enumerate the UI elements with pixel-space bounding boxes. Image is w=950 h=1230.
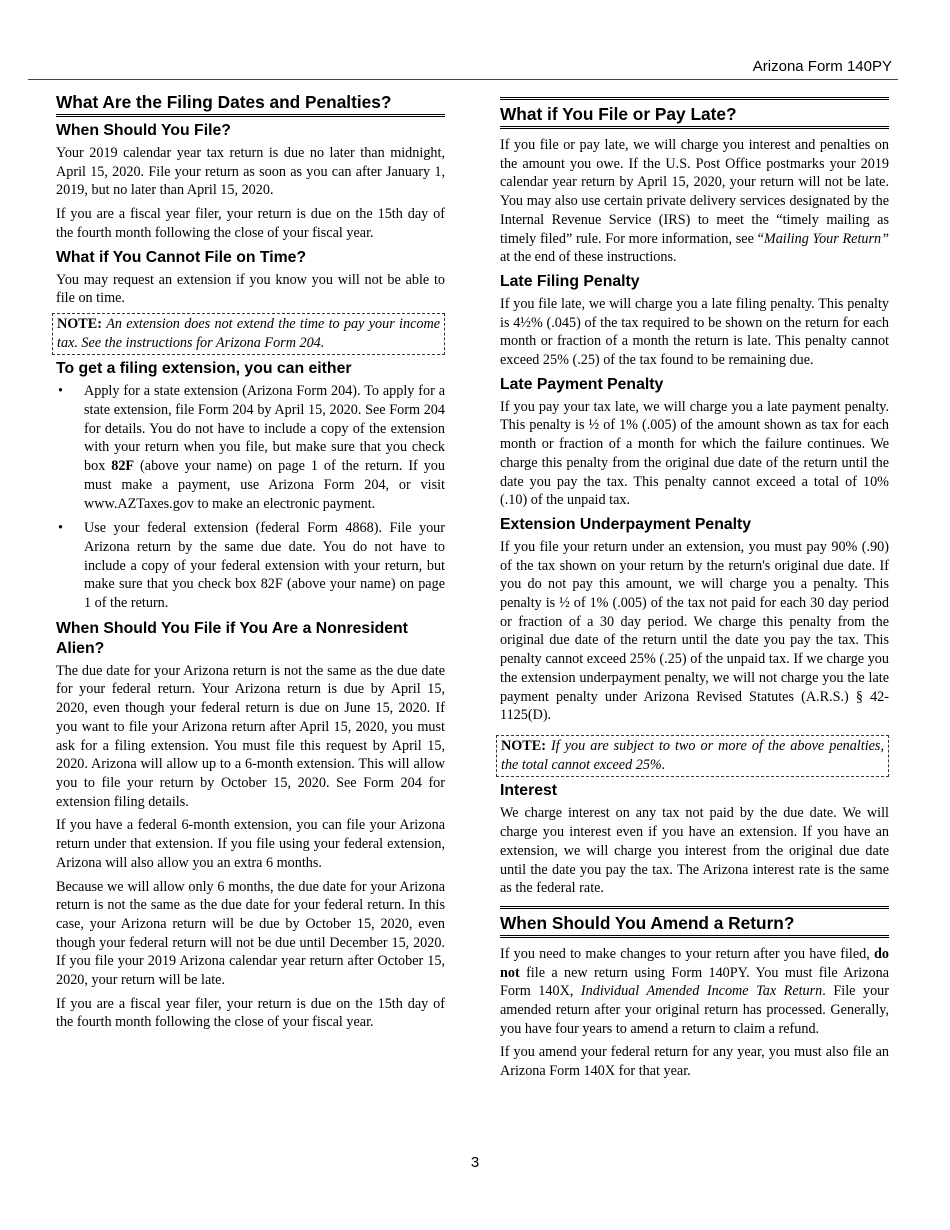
paragraph: If you file or pay late, we will charge you interest and penalties on the amount you owe. If the U.S. Post Office postmarks your 2019 calendar year return by April 15, 2020, your return will not be late. You may also use certain private delivery services designated by the Internal Revenue Service (IRS) to meet the “timely mailing as timely filed” rule. For more information, see “Mailing Your Return” at the end of these instructions. (500, 137, 890, 266)
note-label: NOTE: (57, 315, 102, 332)
extension-list (56, 382, 445, 612)
heading-late-filing-penalty: Late Filing Penalty (500, 272, 640, 290)
paragraph: The due date for your Arizona return is not the same as the due date for your federal return. Your Arizona return is due by April 15, 2020, even though your federal return is due on June 15, 2020. If you want to file your Arizona return after April 15, 2020, you must ask for a filing extension. You must file this request by April 15, 2020. Arizona will allow up to a 6-month extension. This will allow you to file your return by October 15, 2020. See Form 204 for extension filing details. (56, 662, 445, 810)
paragraph: If you are a fiscal year filer, your return is due on the 15th day of the fourth month following the close of your fiscal year. (56, 206, 445, 241)
note-text: If you are subject to two or more of the above penalties, the total cannot exceed 25%. (501, 737, 885, 773)
paragraph: If you have a federal 6-month extension, you can file your Arizona return under that extension. If you file using your federal extension, Arizona will also allow you an extra 6 months. (56, 817, 445, 871)
right-column (500, 89, 889, 1086)
paragraph: Because we will allow only 6 months, the due date for your Arizona return is not the same as the due date for your federal return. In this case, your Arizona return will be due by October 15, 2020, even though your federal return will not be due until December 15, 2020. If you file your 2019 Arizona calendar year return after October 15, 2020, your return will be late. (56, 878, 445, 989)
paragraph: If you amend your federal return for any year, you must also file an Arizona Form 140X for that year. (500, 1044, 889, 1080)
form-title-header: Arizona Form 140PY (752, 58, 892, 75)
note-label: NOTE: (501, 737, 546, 754)
heading-interest: Interest (500, 782, 558, 800)
paragraph: If you are a fiscal year filer, your return is due on the 15th day of the fourth month following the close of your fiscal year. (56, 995, 445, 1031)
list-item: • Apply for a state extension (Arizona Form 204). To apply for a state extension, file Form 204 by April 15, 2020. See Form 204 for details. You do not have to include a copy of the extension with your return when you file, but make sure that you check box 82F (above your name) on page 1 of the return. If you must make a payment, use Arizona Form 204, or visit www.AZTaxes.gov to make an electronic payment. (58, 383, 445, 512)
paragraph: If you need to make changes to your return after you have filed, do not file a new return using Form 140PY. You must file Arizona Form 140X, Individual Amended Income Tax Return. File your amended return after your original return has processed. Generally, you have four years to amend a return to claim a refund. (500, 945, 889, 1037)
heading-extension-underpayment-penalty: Extension Underpayment Penalty (500, 515, 752, 533)
bullet-icon: • (58, 383, 63, 400)
heading-filing-extension: To get a filing extension, you can either (56, 360, 352, 378)
left-column (56, 89, 445, 1037)
heading-cannot-file-on-time: What if You Cannot File on Time? (56, 248, 307, 266)
heading-when-should-you-file: When Should You File? (56, 122, 231, 139)
list-item: • Use your federal extension (federal Form 4868). File your Arizona return by the same due date. You do not have to include a copy of your federal extension with your return, but make sure that you check box 82F (above your name) on page 1 of the return. (58, 520, 445, 612)
note-text: An extension does not extend the time to pay your income tax. See the instructions for Arizona Form 204. (57, 315, 441, 351)
page-number: 3 (470, 1154, 480, 1171)
note-box (52, 313, 445, 355)
paragraph: Your 2019 calendar year tax return is due no later than midnight, April 15, 2020. File your return as soon as you can after January 1, 2019, but no later than April 15, 2020. (56, 145, 445, 199)
paragraph: If you file late, we will charge you a late filing penalty. This penalty is 4½% (.045) of the tax required to be shown on the return for each month or fraction of a month the return is late. This penalty cannot exceed 25% (.25) of the tax found to be remaining due. (500, 295, 889, 369)
note-box (496, 735, 889, 777)
section-title-file-pay-late: What if You File or Pay Late? (500, 97, 889, 129)
heading-nonresident-alien: When Should You File if You Are a Nonresident Alien? (56, 619, 408, 657)
paragraph: If you pay your tax late, we will charge you a late payment penalty. This penalty is ½ of 1% (.005) of the amount shown as tax for each month or fraction of a month for which the failure continues. We charge this penalty from the original due date of the return until the date you pay the tax. This penalty cannot exceed a total of 10% (.10) of the unpaid tax. (500, 398, 889, 509)
section-title-amend-return: When Should You Amend a Return? (500, 906, 889, 938)
paragraph: You may request an extension if you know you will not be able to file on time. (56, 271, 445, 307)
header-rule (28, 79, 898, 80)
paragraph: If you file your return under an extension, you must pay 90% (.90) of the tax shown on your return by the return's original due date. If you do not pay this amount, we will charge you a penalty. This penalty is ½ of 1% (.005) of the tax not paid for each 30 day period or fraction of a 30 day period. We charge this penalty from the original due date of the return until the date you pay the tax. This penalty cannot exceed 25% (.25) of the unpaid tax. If we charge you the extension underpayment penalty, we will not charge you the late payment penalty under Arizona Revised Statutes (A.R.S.) § 42-1125(D). (500, 538, 889, 724)
heading-late-payment-penalty: Late Payment Penalty (500, 375, 664, 393)
bullet-icon: • (58, 520, 63, 537)
paragraph: We charge interest on any tax not paid by the due date. We will charge you interest even if you have an extension. If you have an extension, we will charge you interest from the original due date until the date you pay the tax. The Arizona interest rate is the same as the federal rate. (500, 805, 889, 897)
section-title-filing-dates: What Are the Filing Dates and Penalties? (56, 89, 445, 117)
